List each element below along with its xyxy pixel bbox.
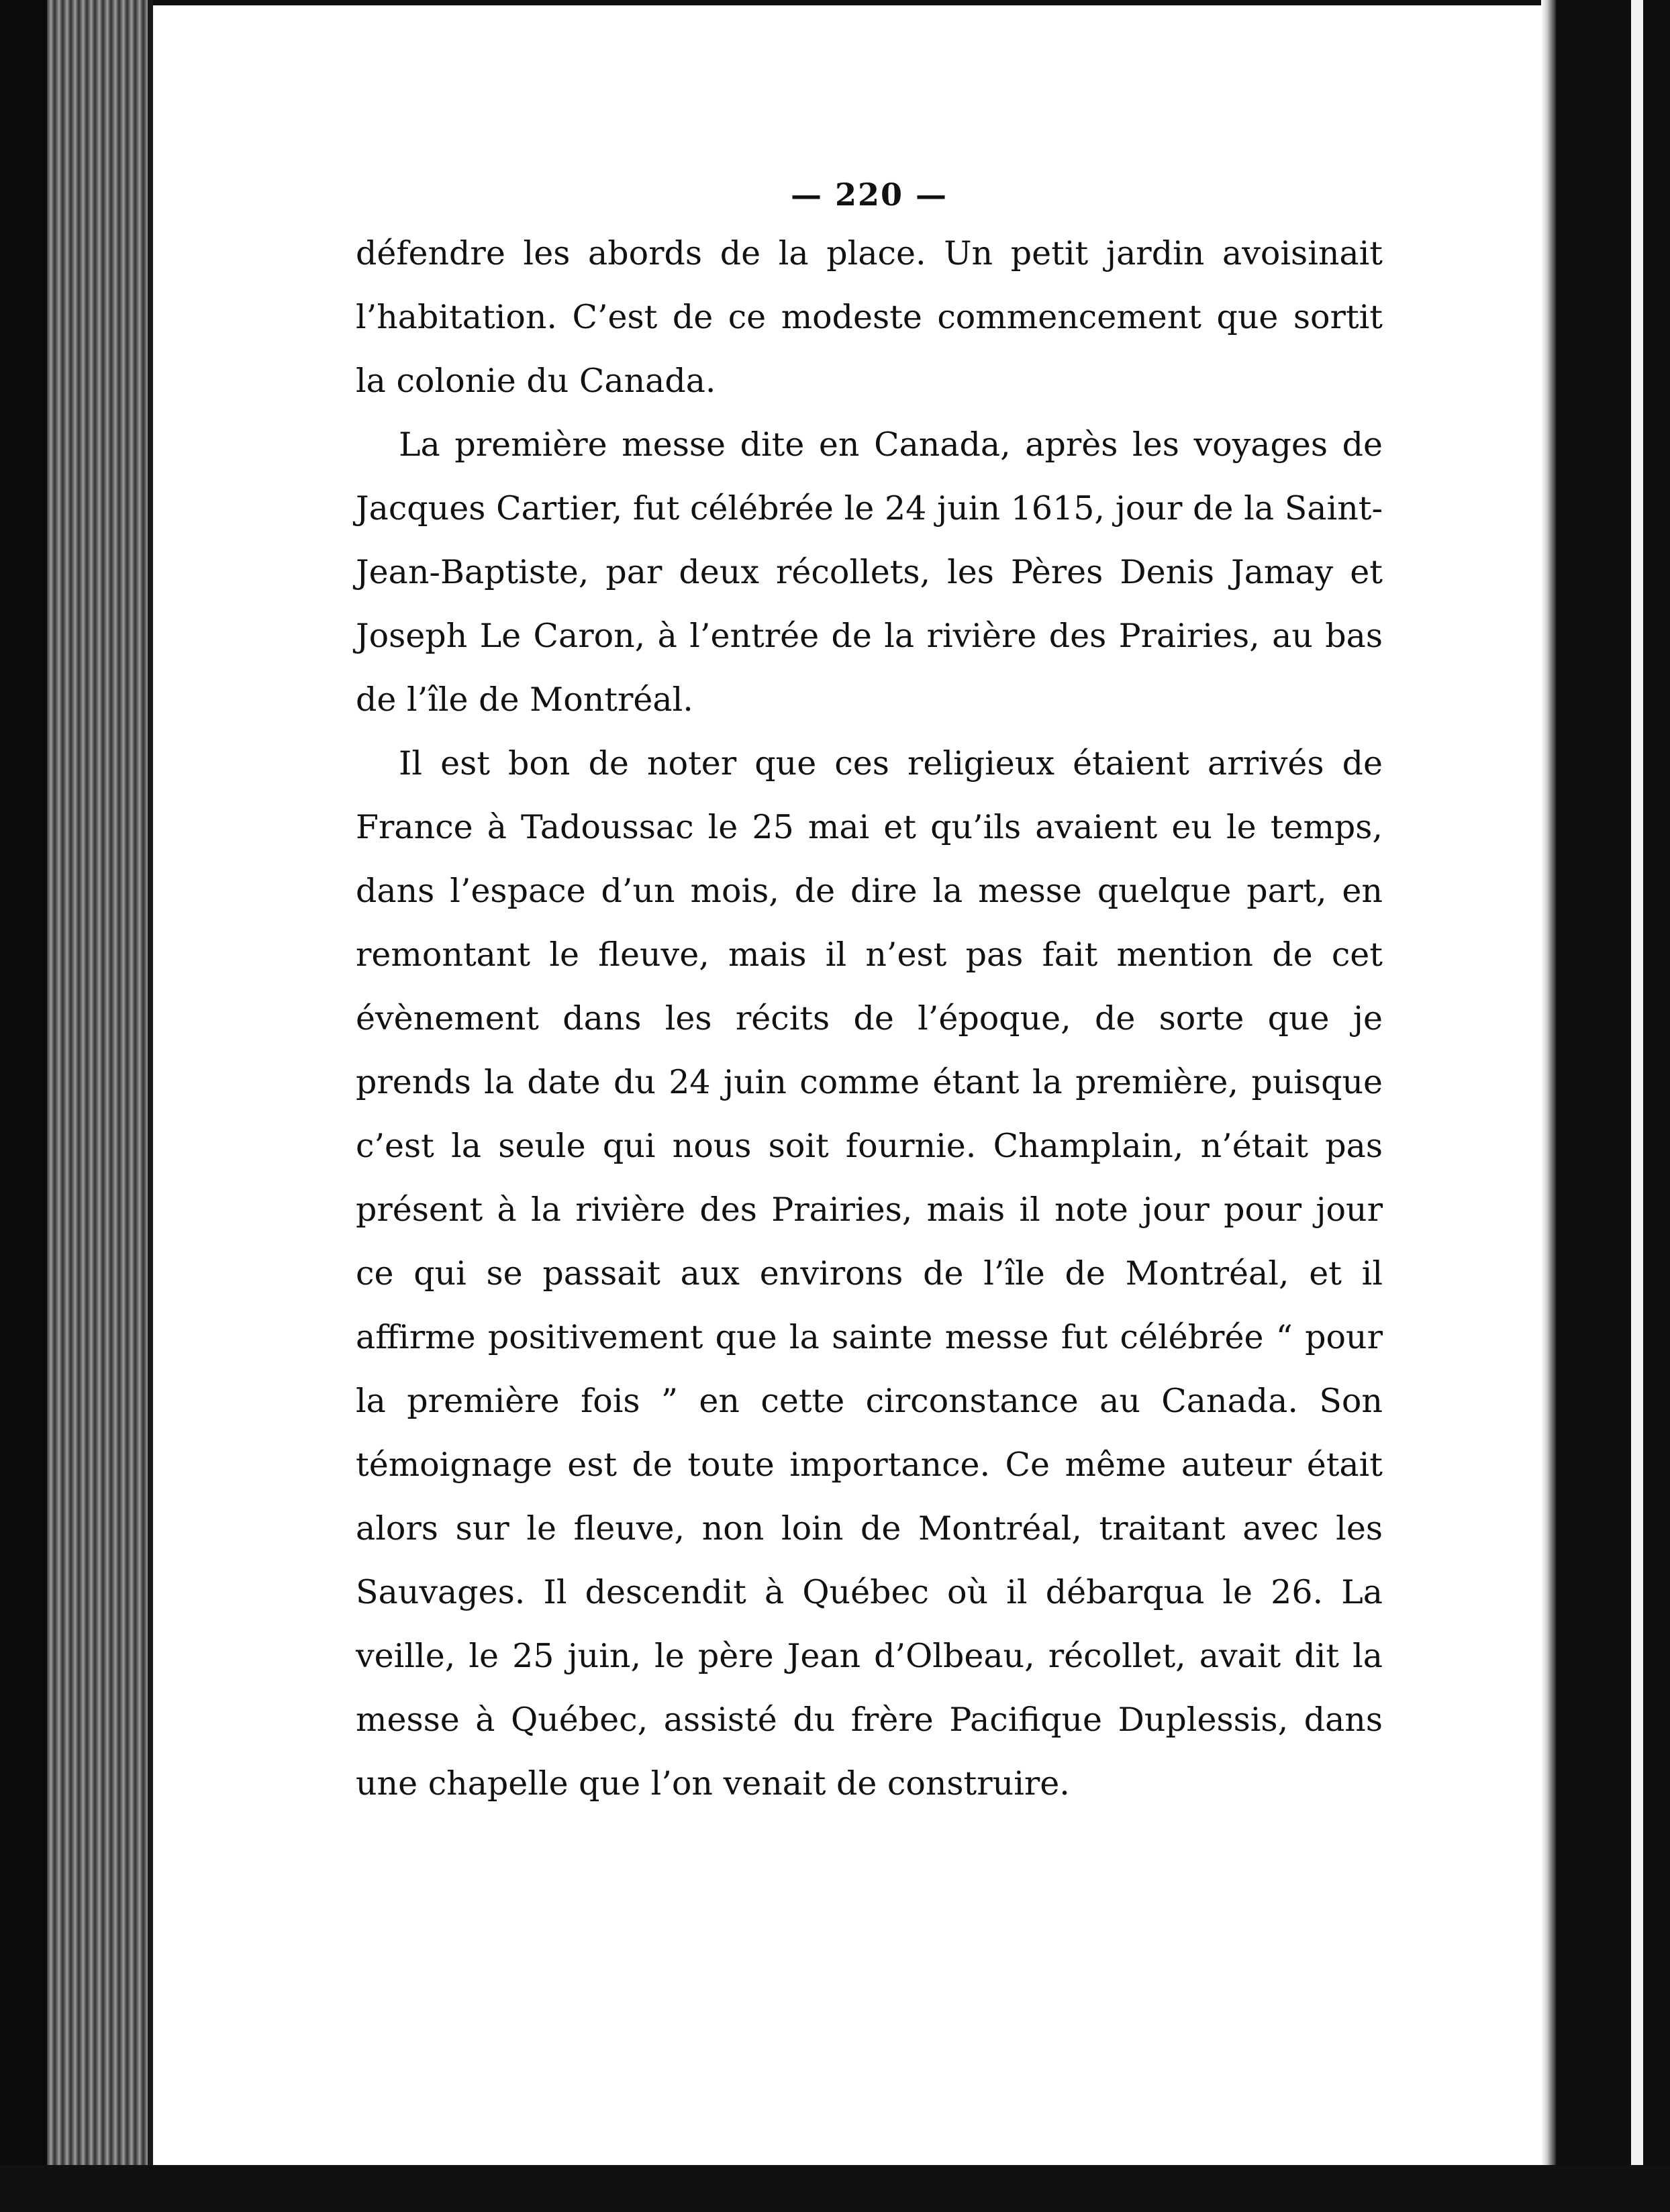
page-number: — 220 — [790,177,948,213]
gutter-line [148,0,153,2212]
facing-page-shadow [1541,0,1556,2212]
scan-border-top [0,0,1670,5]
scan-border-bottom [0,2165,1670,2212]
scan-border-left [0,0,47,2212]
paragraph-1: défendre les abords de la place. Un petit jardin avoisinait l’habitation. C’est de ce modeste commencement que sortit la colonie du Canada. [356,234,1383,400]
page-body [356,168,1383,1815]
page-stack-edges [47,0,148,2212]
paragraph-3: Il est bon de noter que ces religieux étaient arrivés de France à Tadoussac le 25 mai et qu’ils avaient eu le temps, dans l’espace d’un mois, de dire la messe quelque part, en remontant le fleuve, mais il n’est pas fait mention de cet évènement dans les récits de l’époque, de sorte que je prends la date du 24 juin comme étant la première, puisque c’est la seule qui nous soit fournie. Champlain, n’était pas présent à la rivière des Prairies, mais il note jour pour jour ce qui se passait aux environs de l’île de Montréal, et il affirme positivement que la sainte messe fut célébrée “ pour la première fois ” en cette circonstance au Canada. Son témoignage est de toute importance. Ce même auteur était alors sur le fleuve, non loin de Montréal, traitant avec les Sauvages. Il descendit à Québec où il débarqua le 26. La veille, le 25 juin, le père Jean d’Olbeau, récollet, avait dit la messe à Québec, assisté du frère Pacifique Duplessis, dans une chapelle que l’on venait de construire. [356,744,1383,1803]
paragraph-2: La première messe dite en Canada, après les voyages de Jacques Cartier, fut célébrée le 24 juin 1615, jour de la Saint-Jean-Baptiste, par deux récollets, les Pères Denis Jamay et Joseph Le Caron, à l’entrée de la rivière des Prairies, au bas de l’île de Montréal. [356,425,1383,719]
scan-border-right [1556,0,1670,2212]
facing-page-edge [1631,0,1643,2212]
